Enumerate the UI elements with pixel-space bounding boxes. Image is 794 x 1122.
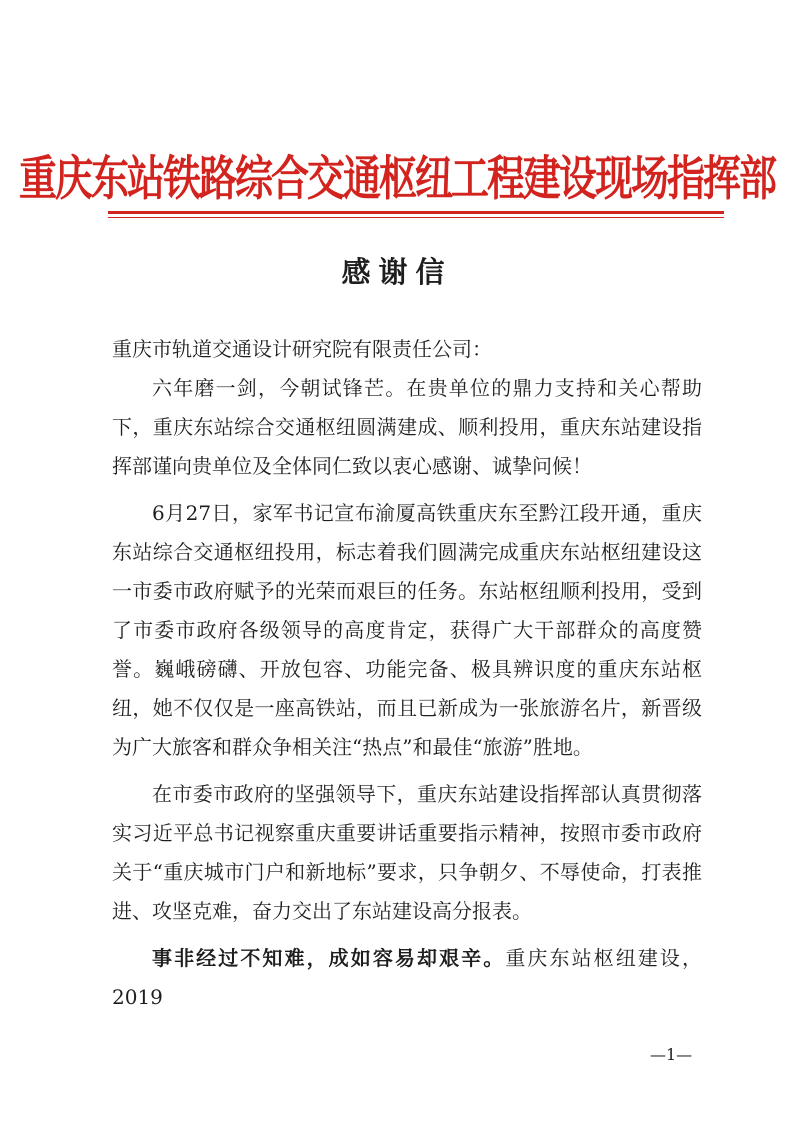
paragraph-4-rest: 重庆东站枢纽建设，2019: [112, 946, 703, 1009]
paragraph-3: 在市委市政府的坚强领导下，重庆东站建设指挥部认真贯彻落实习近平总书记视察重庆重要讲话重要指示精神，按照市委市政府关于“重庆城市门户和新地标”要求，只争朝夕、不辱使命，打表推进、攻坚克难，奋力交出了东站建设高分报表。: [112, 782, 702, 923]
letterhead-title: 重庆东站铁路综合交通枢纽工程建设现场指挥部: [18, 151, 775, 207]
paragraph-4: [112, 939, 702, 1017]
letter-body: [112, 330, 702, 1017]
salutation: 重庆市轨道交通设计研究院有限责任公司：: [112, 337, 492, 361]
paragraph-1: 六年磨一剑，今朝试锋芒。在贵单位的鼎力支持和关心帮助下，重庆东站综合交通枢纽圆满建成、顺利投用，重庆东站建设指挥部谨向贵单位及全体同仁致以衷心感谢、诚挚问候！: [112, 376, 702, 478]
letterhead-rule-thick: [108, 211, 724, 214]
paragraph-2: 6月27日，家军书记宣布渝厦高铁重庆东至黔江段开通，重庆东站综合交通枢纽投用，标志着我们圆满完成重庆东站枢纽建设这一市委市政府赋予的光荣而艰巨的任务。东站枢纽顺利投用，受到了市委市政府各级领导的高度肯定，获得广大干部群众的高度赞誉。巍峨磅礴、开放包容、功能完备、极具辨识度的重庆东站枢纽，她不仅仅是一座高铁站，而且已新成为一张旅游名片，新晋级为广大旅客和群众争相关注“热点”和最佳“旅游”胜地。: [112, 501, 702, 759]
paragraph-4-emphasis: 事非经过不知难，成如容易却艰辛。: [152, 946, 506, 970]
document-title: 感谢信: [341, 255, 453, 289]
page-number: —1—: [650, 1045, 693, 1064]
letterhead-rule-thin: [108, 217, 724, 218]
